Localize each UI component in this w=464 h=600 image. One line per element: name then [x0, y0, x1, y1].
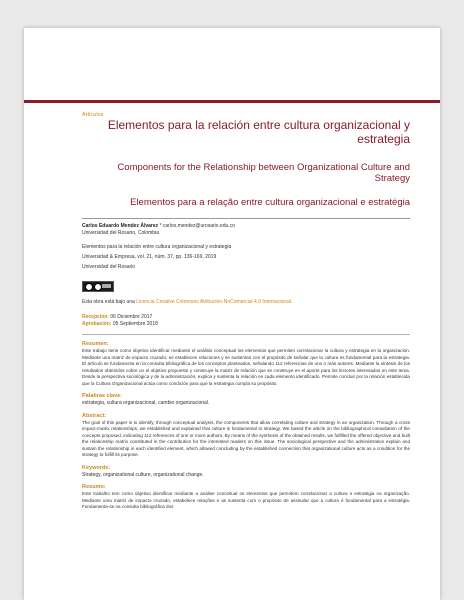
cc-icon	[82, 281, 114, 292]
author-line	[82, 223, 410, 230]
palabras-text: estrategia, cultura organizacional, cambio organizacional.	[82, 400, 210, 406]
citation-publisher: Universidad del Rosario	[82, 264, 136, 270]
title-portuguese: Elementos para a relação entre cultura organizacional e estratégia	[130, 197, 410, 208]
abstract-divider	[82, 334, 410, 335]
document-page	[24, 28, 440, 600]
author-footnote-marker: *	[159, 223, 162, 229]
author-affiliation: Universidad del Rosario, Colombia	[82, 230, 159, 236]
palabras-heading: Palabras clave:	[82, 393, 123, 399]
license-text	[82, 299, 410, 306]
title-english: Components for the Relationship between Organizational Culture and Strategy	[117, 162, 410, 184]
resumen-text: Este trabajo tiene como objetivo identificar mediante el análisis conceptual los elementos que permiten correlacionar la cultura y estrategia en la organización. Mediante una matriz de impacto cruzado, se establecen relaciones y se sustentan con el propósito de señalar que la cultura es fundamental para la estrategia. El artículo se fundamenta en la consulta bibliográfica de los conceptos planteados, señalando 112 referencias de uno o más autores. Mediante la síntesis de los resultados obtenidos cobre un el objetivo propuesto y construye la matriz de relación que se construye en el aporte para los lectores interesados en este tema. Desde la perspectiva sociológica y de la administración, explica y sustenta la relación en cada elemento identificado. Permite concluir por la relación establecida que la Cultura Organizacional actúa como condición para que la estrategia cumpla su propósito.	[82, 348, 410, 386]
abstract-text: The goal of this paper is to identify, through conceptual analysis, the components that allow correlating culture and strategy in an organization. Through a cross impact-matrix relationships, we established and explained that culture is fundamental to strategy. We based the article on the bibliographical consultation of the concepts proposed, indicating 112 references of one or more authors. By means of the synthesis of the obtained results, we fulfilled the offered objective and built the relationship matrix constituted in the contribution for the interested readers on this issue. The sociological perspective and the administration explain and sustain the relationship in each identified element, which allowed concluding by the established connection that organizational culture acts as a condition for the strategy to fulfill its purpose.	[82, 419, 410, 457]
article-content	[82, 112, 410, 511]
dates-block	[82, 314, 410, 328]
title-spanish: Elementos para la relación entre cultura organizacional y estrategia	[107, 118, 410, 146]
keywords-text: Strategy, organizational culture, organizational change.	[82, 471, 204, 478]
abstract-heading: Abstract:	[82, 412, 107, 419]
approved-date: 05 Septiembre 2018	[111, 321, 158, 327]
resumo-text: Este trabalho tem como objetivo identificar mediante a análise conceitual os elementos que permitem correlacionar a cultura e estratégia na organização. Mediante uma matriz de impacto cruzado, estabelece relações e as sustenta com o propósito de assinalar que a cultura é fundamental para a estratégia. Fundamenta-se na consulta bibliográfica dos	[82, 491, 410, 509]
cc-license-badge[interactable]	[82, 279, 410, 297]
resumen-heading: Resumen:	[82, 341, 109, 347]
section-label: Artículos	[82, 112, 104, 118]
received-label: Recepción:	[82, 314, 109, 320]
license-link[interactable]: Licencia Creative Commons Atribución-NoComercial 4.0 Internacional.	[136, 299, 293, 305]
citation-title: Elementos para la relación entre cultura organizacional y estrategia	[82, 244, 232, 250]
license-prefix: Esta obra está bajo una	[82, 299, 137, 305]
keywords-heading: Keywords:	[82, 464, 111, 471]
header-rule	[24, 100, 440, 103]
title-divider	[82, 218, 410, 219]
received-date: 06 Diciembre 2017	[108, 314, 153, 320]
author-name: Carlos Eduardo Mendez Álvarez	[82, 223, 159, 229]
author-email[interactable]: carlos.mendez@urosario.edu.co	[162, 223, 235, 229]
approved-label: Aprobación:	[82, 321, 112, 327]
resumo-heading: Resumo:	[82, 484, 106, 490]
citation-journal: Universidad & Empresa, vol. 21, núm. 37, pp. 136-169, 2019	[82, 254, 217, 260]
